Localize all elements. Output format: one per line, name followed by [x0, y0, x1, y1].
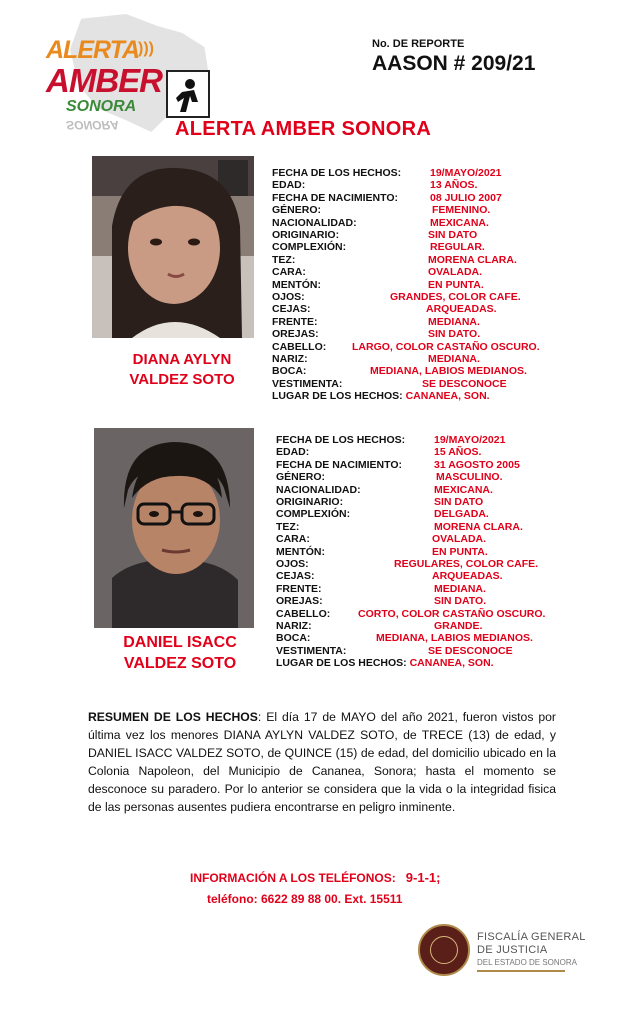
field-label: COMPLEXIÓN: — [272, 241, 347, 254]
field-value: EN PUNTA. — [428, 278, 484, 291]
field-value: MEDIANA. — [434, 582, 486, 595]
field-value: GRANDE. — [434, 620, 483, 632]
fiscalia-line1: FISCALÍA GENERAL — [477, 931, 586, 943]
report-number: AASON # 209/21 — [372, 52, 536, 75]
field-value: SE DESCONOCE — [422, 377, 507, 390]
summary-text: : El día 17 de MAYO del año 2021, fueron vistos por última vez los menores DIANA AYLYN VALDEZ SOTO, de TRECE (13) de edad, y DANIEL ISACC VALDEZ SOTO, de QUINCE (15) de edad, del domicilio ubicado en la Colonia Napoleon, del Municipio de Cananea, Sonora; hasta el momento se desconoce su paradero. Por lo anterior se considera que la vida o la integridad fisica de las personas ausentes pudiera encontrarse en peligro inminente. — [88, 710, 556, 814]
field-value: ARQUEADAS. — [432, 570, 503, 583]
field-label: CARA: — [276, 533, 310, 546]
field-label: OREJAS: — [272, 328, 319, 341]
field-label: TEZ: — [272, 253, 296, 266]
signal-wave-icon: ))) — [138, 40, 154, 57]
field-label: TEZ: — [276, 520, 300, 533]
field-value: REGULARES, COLOR CAFE. — [394, 558, 539, 570]
field-label: BOCA: — [272, 365, 307, 378]
person-name-daniel — [80, 632, 280, 674]
fiscalia-line2: DE JUSTICIA — [477, 944, 548, 956]
field-value: SE DESCONOCE — [428, 644, 513, 657]
field-value: 19/MAYO/2021 — [434, 434, 506, 446]
field-label: VESTIMENTA: — [276, 644, 347, 657]
field-label: FRENTE: — [276, 582, 322, 595]
field-label: EDAD: — [276, 446, 310, 459]
field-label: NACIONALIDAD: — [272, 216, 357, 229]
field-value: OVALADA. — [428, 266, 483, 279]
child-figure-icon — [166, 70, 210, 118]
person-details-daniel — [276, 434, 606, 669]
field-value: GRANDES, COLOR CAFE. — [390, 291, 521, 303]
summary-paragraph — [88, 708, 556, 816]
field-value: SIN DATO. — [434, 595, 487, 608]
report-number-label: No. DE REPORTE — [372, 38, 465, 50]
field-label: MENTÓN: — [276, 545, 325, 558]
field-value: OVALADA. — [432, 533, 487, 546]
field-label: OJOS: — [276, 558, 309, 570]
field-row-lugar — [276, 657, 494, 669]
field-label: CABELLO: — [272, 340, 327, 353]
person-details-diana — [272, 167, 602, 402]
lugar-value: CANANEA, SON. — [409, 657, 494, 670]
field-label: ORIGINARIO: — [272, 229, 340, 241]
seal-inner-ring — [430, 936, 458, 964]
field-value: MEDIANA. — [428, 315, 480, 328]
field-label: BOCA: — [276, 632, 311, 645]
lugar-value: CANANEA, SON. — [405, 390, 490, 403]
lugar-label: LUGAR DE LOS HECHOS: — [276, 657, 407, 670]
field-value: 31 AGOSTO 2005 — [434, 458, 520, 471]
field-label: NARIZ: — [272, 353, 308, 365]
field-value: MEXICANA. — [434, 483, 493, 496]
contact-label: INFORMACIÓN A LOS TELÉFONOS: — [190, 871, 396, 885]
field-label: OJOS: — [272, 291, 305, 303]
field-value: 15 AÑOS. — [434, 446, 482, 459]
contact-phone: teléfono: 6622 89 88 00. Ext. 15511 — [207, 892, 403, 906]
field-value: MORENA CLARA. — [428, 253, 517, 266]
field-label: FRENTE: — [272, 315, 318, 328]
logo-line2: AMBER — [46, 62, 162, 99]
field-value: EN PUNTA. — [432, 545, 488, 558]
field-label: FECHA DE NACIMIENTO: — [272, 191, 398, 204]
field-value: 13 AÑOS. — [430, 179, 478, 192]
field-value: ARQUEADAS. — [426, 303, 497, 316]
logo-line3: SONORA — [66, 98, 137, 115]
field-label: VESTIMENTA: — [272, 377, 343, 390]
field-label: GÉNERO: — [272, 204, 322, 217]
person-name-line1: DIANA AYLYN — [132, 351, 232, 368]
field-value: MORENA CLARA. — [434, 520, 523, 533]
field-value: 19/MAYO/2021 — [430, 167, 502, 179]
field-value: LARGO, COLOR CASTAÑO OSCURO. — [352, 340, 540, 353]
field-label: ORIGINARIO: — [276, 496, 344, 508]
field-value: 08 JULIO 2007 — [430, 191, 502, 204]
field-value: SIN DATO. — [428, 328, 481, 341]
field-value: SIN DATO — [428, 229, 478, 241]
field-value: MEDIANA, LABIOS MEDIANOS. — [376, 632, 533, 645]
page-title: ALERTA AMBER SONORA — [175, 118, 432, 140]
field-value: REGULAR. — [430, 241, 485, 254]
field-label: GÉNERO: — [276, 471, 326, 484]
field-value: MEDIANA. — [428, 353, 480, 365]
fiscalia-line3: DEL ESTADO DE SONORA — [477, 958, 578, 967]
summary-heading: RESUMEN DE LOS HECHOS — [88, 710, 258, 724]
field-label: CEJAS: — [276, 570, 315, 583]
person-name-line1: DANIEL ISACC — [123, 634, 237, 651]
field-label: FECHA DE LOS HECHOS: — [276, 434, 406, 446]
logo-line1: ALERTA — [46, 36, 140, 64]
contact-line — [190, 870, 440, 885]
fiscalia-seal-icon — [418, 924, 470, 976]
emergency-number: 9-1-1; — [405, 870, 441, 885]
field-label: CEJAS: — [272, 303, 311, 316]
person-name-line2: VALDEZ SOTO — [129, 371, 235, 388]
field-label: CARA: — [272, 266, 306, 279]
field-value: MASCULINO. — [436, 471, 503, 484]
field-value: MEDIANA, LABIOS MEDIANOS. — [370, 365, 527, 378]
field-label: CABELLO: — [276, 607, 331, 620]
fiscalia-divider — [477, 970, 565, 972]
field-label: OREJAS: — [276, 595, 323, 608]
field-value: DELGADA. — [434, 508, 489, 521]
field-label: NARIZ: — [276, 620, 312, 632]
lugar-label: LUGAR DE LOS HECHOS: — [272, 390, 403, 403]
field-value: FEMENINO. — [432, 204, 491, 217]
field-label: FECHA DE LOS HECHOS: — [272, 167, 402, 179]
photo-diana — [92, 156, 254, 338]
field-value: SIN DATO — [434, 496, 484, 508]
person-name-diana — [92, 350, 272, 390]
field-label: NACIONALIDAD: — [276, 483, 361, 496]
logo-mirror-text: SONORA — [66, 118, 119, 132]
person-name-line2: VALDEZ SOTO — [123, 655, 237, 672]
field-row-lugar — [272, 390, 490, 402]
photo-daniel — [94, 428, 254, 628]
field-value: MEXICANA. — [430, 216, 489, 229]
field-label: MENTÓN: — [272, 278, 321, 291]
field-value: CORTO, COLOR CASTAÑO OSCURO. — [358, 607, 546, 620]
field-label: COMPLEXIÓN: — [276, 508, 351, 521]
field-label: FECHA DE NACIMIENTO: — [276, 458, 402, 471]
field-label: EDAD: — [272, 179, 306, 192]
